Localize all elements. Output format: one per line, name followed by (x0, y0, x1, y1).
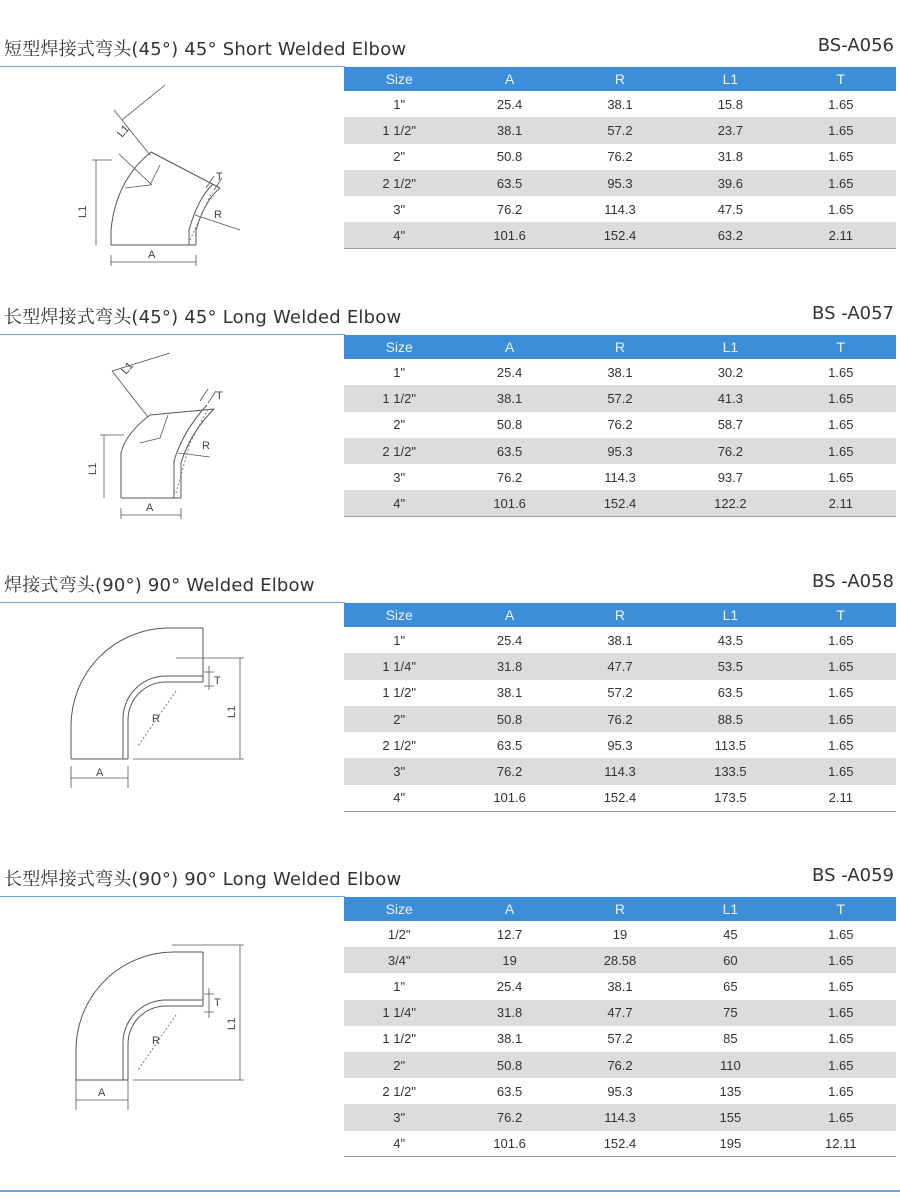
cell-r: 57.2 (565, 117, 675, 143)
column-header-size: Size (344, 67, 454, 91)
cell-t: 12.11 (786, 1131, 896, 1157)
dimension-label-r: R (214, 209, 222, 221)
table-row (344, 627, 896, 653)
cell-t: 1.65 (786, 1052, 896, 1078)
cell-r: 76.2 (565, 1052, 675, 1078)
cell-t: 1.65 (786, 385, 896, 411)
cell-a: 63.5 (454, 170, 564, 196)
cell-l1: 39.6 (675, 170, 785, 196)
cell-t: 1.65 (828, 364, 854, 380)
cell-l1: 30.2 (717, 364, 744, 380)
table-row (344, 490, 896, 516)
elbow-90-diagram (0, 616, 344, 846)
cell-size: 1 1/2" (344, 117, 454, 143)
cell-size: 1 1/2" (382, 1031, 416, 1047)
cell-l1: 135 (719, 1083, 742, 1099)
cell-l1: 133.5 (675, 758, 785, 784)
cell-a: 101.6 (454, 222, 564, 248)
cell-t: 1.65 (828, 96, 854, 112)
column-header-t: T (786, 897, 896, 921)
cell-l1: 195 (675, 1131, 785, 1157)
cell-a: 25.4 (496, 632, 523, 648)
cell-a: 50.8 (454, 706, 564, 732)
column-header-r: R (565, 603, 675, 627)
cell-t: 1.65 (828, 685, 854, 701)
section-rule (0, 896, 345, 897)
table-row (344, 706, 896, 732)
section-rule (0, 602, 345, 603)
cell-r: 95.3 (565, 438, 675, 464)
table-row (344, 1131, 896, 1157)
table-row (344, 785, 896, 811)
cell-t: 1.65 (828, 417, 854, 433)
cell-l1: 43.5 (717, 632, 744, 648)
cell-l1: 15.8 (717, 96, 744, 112)
cell-r: 76.2 (607, 149, 633, 165)
cell-size: 4" (344, 1131, 454, 1157)
column-header-l1: L1 (675, 897, 785, 921)
cell-size: 4" (344, 222, 454, 248)
cell-l1: 45 (723, 926, 738, 942)
cell-a: 50.8 (454, 1052, 564, 1078)
column-header-l1: L1 (675, 603, 785, 627)
table-row (344, 1104, 896, 1130)
cell-l1: 63.5 (717, 685, 744, 701)
cell-a: 25.4 (496, 978, 523, 994)
cell-l1: 58.7 (717, 417, 744, 433)
cell-r: 152.4 (565, 490, 675, 516)
cell-t: 1.65 (786, 758, 896, 784)
column-header-t: T (786, 603, 896, 627)
table-row (344, 973, 896, 999)
cell-l1: 31.8 (717, 149, 744, 165)
table-row (344, 91, 896, 117)
cell-r: 28.58 (565, 947, 675, 973)
product-code: BS -A058 (812, 571, 894, 592)
cell-t: 1.65 (786, 1000, 896, 1026)
cell-a: 50.8 (496, 417, 523, 433)
table-row (344, 464, 896, 490)
cell-a: 50.8 (496, 149, 523, 165)
cell-r: 19 (612, 926, 628, 942)
dimension-label-a: A (146, 502, 154, 514)
cell-size: 2" (393, 149, 406, 165)
cell-t: 1.65 (786, 1104, 896, 1130)
product-code: BS -A059 (812, 865, 894, 886)
cell-a: 63.5 (454, 438, 564, 464)
column-header-a: A (454, 67, 564, 91)
cell-a: 63.5 (496, 1083, 523, 1099)
cell-t: 1.65 (828, 1083, 854, 1099)
cell-size: 2" (344, 1052, 454, 1078)
table-row (344, 680, 896, 706)
cell-r: 152.4 (565, 1131, 675, 1157)
cell-r: 57.2 (565, 385, 675, 411)
cell-t: 2.11 (786, 490, 896, 516)
cell-size: 2 1/2" (344, 170, 454, 196)
table-row (344, 1000, 896, 1026)
cell-l1: 122.2 (675, 490, 785, 516)
spec-table (344, 67, 896, 249)
cell-a: 63.5 (496, 737, 523, 753)
cell-size: 1" (393, 364, 406, 380)
section-title: 焊接式弯头(90°) 90° Welded Elbow (4, 575, 315, 596)
table-row (344, 1052, 896, 1078)
cell-l1: 85 (723, 1031, 738, 1047)
spec-table (344, 603, 896, 812)
table-row (344, 438, 896, 464)
cell-r: 95.3 (565, 170, 675, 196)
table-row (344, 359, 896, 385)
cell-a: 38.1 (454, 117, 564, 143)
cell-t: 1.65 (786, 438, 896, 464)
cell-r: 47.7 (565, 1000, 675, 1026)
cell-r: 76.2 (565, 706, 675, 732)
cell-size: 2" (344, 706, 454, 732)
cell-size: 3" (344, 758, 454, 784)
cell-r: 114.3 (604, 201, 636, 217)
page-bottom-rule (0, 1190, 900, 1192)
cell-r: 114.3 (565, 758, 675, 784)
product-code: BS -A057 (812, 303, 894, 324)
cell-size: 1" (393, 978, 406, 994)
section-title: 短型焊接式弯头(45°) 45° Short Welded Elbow (4, 39, 407, 60)
dimension-label-r: R (152, 713, 160, 725)
cell-size: 2" (393, 417, 406, 433)
cell-l1: 65 (723, 978, 738, 994)
dimension-label-l1: L1 (77, 205, 89, 218)
cell-size: 2 1/2" (344, 438, 454, 464)
cell-l1: 88.5 (675, 706, 785, 732)
cell-l1: 93.7 (717, 469, 744, 485)
cell-r: 38.1 (607, 96, 633, 112)
elbow-45-long-diagram (0, 343, 344, 558)
dimension-label-a: A (98, 1087, 106, 1099)
table-row (344, 170, 896, 196)
column-header-t: T (786, 67, 896, 91)
spec-table (344, 897, 896, 1157)
cell-t: 1.65 (786, 706, 896, 732)
table-row (344, 1026, 896, 1052)
cell-size: 1 1/4" (344, 653, 454, 679)
dimension-label-a: A (96, 767, 104, 779)
cell-size: 1" (393, 632, 406, 648)
dimension-label-r: R (152, 1035, 160, 1047)
cell-r: 95.3 (607, 737, 633, 753)
cell-a: 101.6 (454, 490, 564, 516)
cell-a: 25.4 (496, 96, 523, 112)
cell-r: 57.2 (607, 1031, 633, 1047)
cell-t: 1.65 (828, 978, 854, 994)
cell-size: 1 1/4" (344, 1000, 454, 1026)
column-header-t: T (786, 335, 896, 359)
cell-r: 114.3 (565, 1104, 675, 1130)
cell-a: 38.1 (496, 1031, 523, 1047)
section-title: 长型焊接式弯头(45°) 45° Long Welded Elbow (4, 307, 402, 328)
cell-a: 76.2 (454, 1104, 564, 1130)
cell-t: 1.65 (786, 170, 896, 196)
dimension-label-t: T (216, 390, 223, 402)
cell-a: 76.2 (496, 469, 523, 485)
column-header-r: R (565, 335, 675, 359)
cell-size: 3" (393, 201, 406, 217)
cell-a: 12.7 (496, 926, 523, 942)
column-header-r: R (565, 67, 675, 91)
cell-r: 76.2 (607, 417, 633, 433)
table-row (344, 412, 896, 438)
cell-size: 3" (344, 1104, 454, 1130)
cell-l1: 155 (675, 1104, 785, 1130)
column-header-r: R (565, 897, 675, 921)
column-header-a: A (454, 335, 564, 359)
cell-l1: 113.5 (714, 737, 747, 753)
cell-t: 1.65 (828, 1031, 854, 1047)
cell-t: 1.65 (828, 926, 854, 942)
cell-r: 38.1 (607, 632, 633, 648)
cell-a: 38.1 (454, 385, 564, 411)
cell-t: 1.65 (786, 653, 896, 679)
cell-a: 101.6 (454, 1131, 564, 1157)
cell-a: 31.8 (454, 653, 564, 679)
elbow-90-long-diagram (0, 940, 344, 1200)
cell-t: 1.65 (786, 947, 896, 973)
dimension-label-a: A (148, 249, 156, 261)
cell-t: 1.65 (828, 201, 854, 217)
section-rule (0, 334, 345, 335)
cell-l1: 53.5 (675, 653, 785, 679)
column-header-size: Size (344, 603, 454, 627)
cell-r: 38.1 (607, 364, 633, 380)
dimension-label-l1: L1 (226, 705, 238, 718)
dimension-label-r: R (202, 440, 210, 452)
cell-r: 47.7 (565, 653, 675, 679)
cell-l1: 60 (675, 947, 785, 973)
table-row (344, 758, 896, 784)
table-row (344, 222, 896, 248)
section-rule (0, 66, 345, 67)
column-header-size: Size (344, 335, 454, 359)
cell-size: 3/4" (344, 947, 454, 973)
dimension-label-l1-top: L1 (119, 359, 137, 377)
dimension-label-t: T (214, 997, 221, 1009)
cell-size: 1" (393, 96, 406, 112)
table-row (344, 732, 896, 758)
spec-table (344, 335, 896, 517)
dimension-label-t: T (216, 171, 223, 183)
column-header-l1: L1 (675, 335, 785, 359)
cell-size: 2 1/2" (382, 737, 416, 753)
cell-l1: 41.3 (675, 385, 785, 411)
dimension-label-l1: L1 (87, 462, 99, 475)
cell-a: 19 (454, 947, 564, 973)
cell-l1: 76.2 (675, 438, 785, 464)
cell-l1: 47.5 (717, 201, 744, 217)
cell-a: 31.8 (454, 1000, 564, 1026)
cell-size: 1 1/2" (344, 385, 454, 411)
cell-l1: 75 (675, 1000, 785, 1026)
cell-a: 101.6 (454, 785, 564, 811)
cell-r: 152.4 (565, 785, 675, 811)
cell-t: 1.65 (786, 117, 896, 143)
cell-l1: 63.2 (675, 222, 785, 248)
cell-l1: 23.7 (675, 117, 785, 143)
table-row (344, 921, 896, 947)
cell-t: 2.11 (786, 785, 896, 811)
cell-t: 1.65 (828, 469, 854, 485)
dimension-label-t: T (214, 675, 221, 687)
cell-size: 1 1/2" (382, 685, 416, 701)
table-row (344, 196, 896, 222)
product-code: BS-A056 (817, 35, 894, 56)
cell-r: 114.3 (604, 469, 636, 485)
cell-t: 2.11 (786, 222, 896, 248)
dimension-label-l1: L1 (226, 1017, 238, 1030)
cell-size: 3" (393, 469, 406, 485)
table-row (344, 117, 896, 143)
cell-a: 76.2 (454, 758, 564, 784)
column-header-size: Size (344, 897, 454, 921)
cell-a: 25.4 (496, 364, 523, 380)
table-row (344, 947, 896, 973)
cell-t: 1.65 (828, 632, 854, 648)
elbow-45-short-diagram (0, 80, 344, 290)
table-row (344, 653, 896, 679)
cell-size: 4" (344, 490, 454, 516)
cell-t: 1.65 (828, 149, 854, 165)
cell-a: 38.1 (496, 685, 523, 701)
cell-size: 1/2" (387, 926, 411, 942)
table-row (344, 385, 896, 411)
cell-a: 76.2 (496, 201, 523, 217)
cell-size: 4" (344, 785, 454, 811)
table-row (344, 1078, 896, 1104)
cell-l1: 110 (675, 1052, 785, 1078)
table-row (344, 144, 896, 170)
cell-size: 2 1/2" (382, 1083, 416, 1099)
column-header-a: A (454, 897, 564, 921)
section-title: 长型焊接式弯头(90°) 90° Long Welded Elbow (4, 869, 402, 890)
cell-t: 1.65 (828, 737, 854, 753)
cell-r: 152.4 (565, 222, 675, 248)
cell-r: 57.2 (607, 685, 633, 701)
cell-l1: 173.5 (675, 785, 785, 811)
column-header-a: A (454, 603, 564, 627)
dimension-label-l1-top: L1 (115, 122, 133, 140)
cell-r: 38.1 (607, 978, 633, 994)
cell-r: 95.3 (607, 1083, 633, 1099)
column-header-l1: L1 (675, 67, 785, 91)
